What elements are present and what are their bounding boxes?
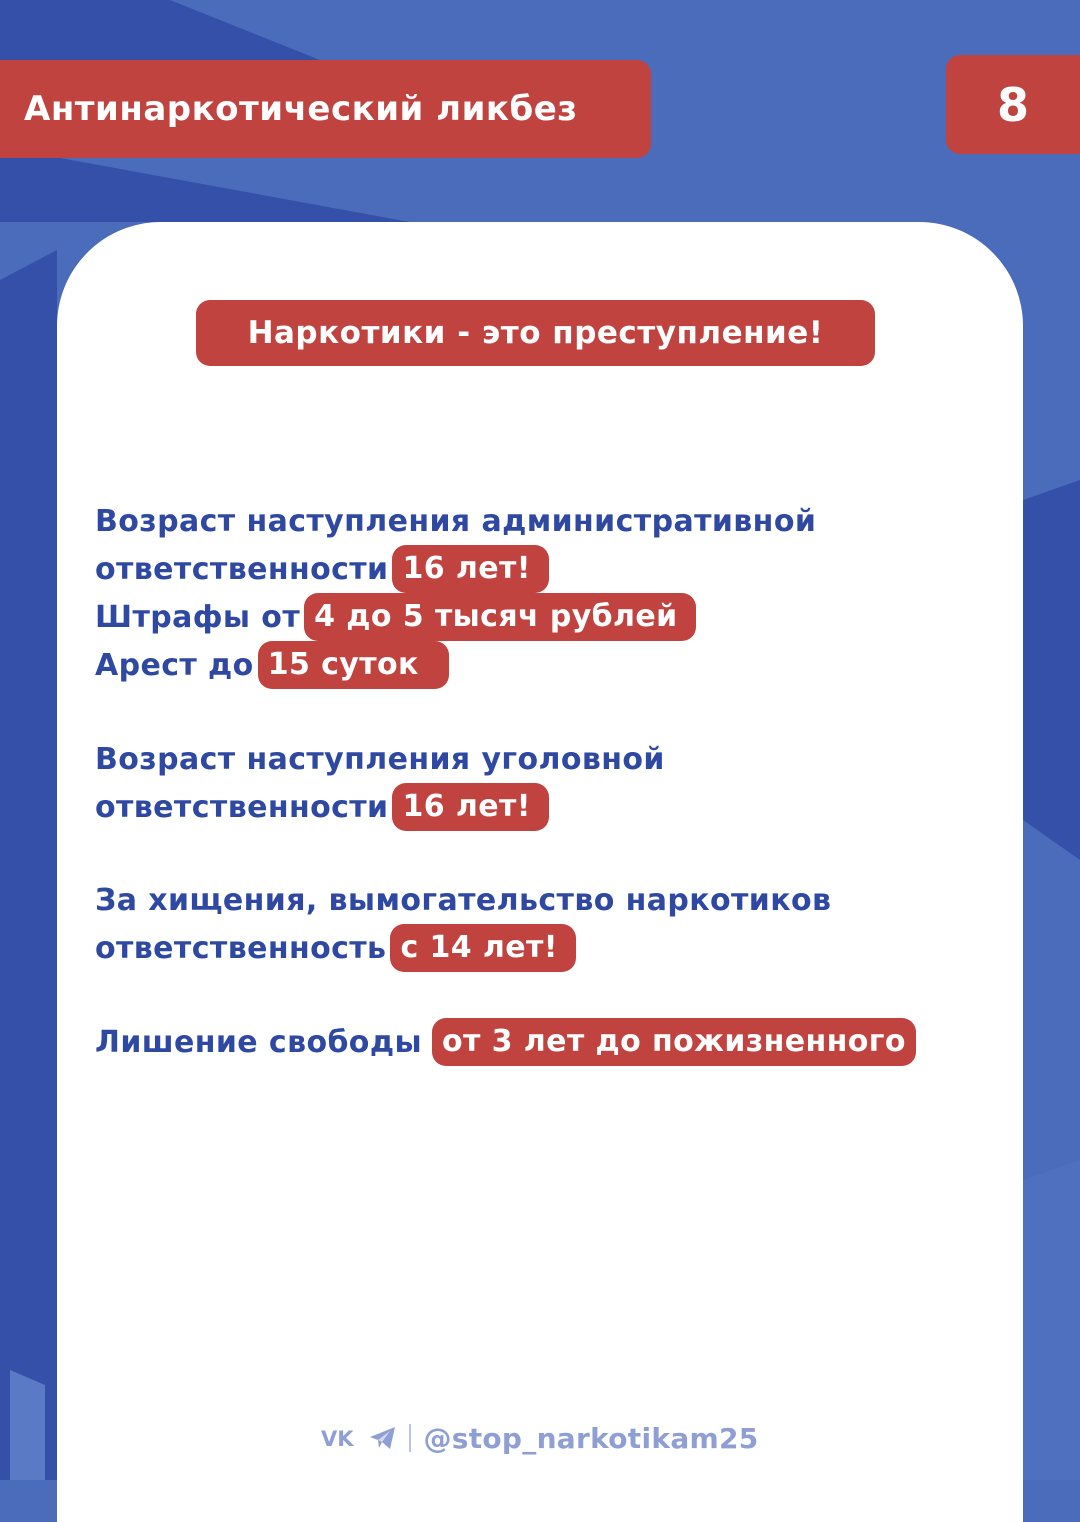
fines-highlight: 4 до 5 тысяч рублей [304, 593, 695, 641]
footer-divider [409, 1424, 411, 1452]
arrest-highlight: 15 суток [258, 641, 449, 689]
imprisonment-label: Лишение свободы [95, 1024, 422, 1060]
theft-label: За хищения, вымогательство наркотиков [95, 882, 832, 918]
content-card [57, 222, 1023, 1522]
imprisonment-highlight: от 3 лет до пожизненного [432, 1018, 916, 1066]
criminal-age-line [95, 735, 665, 783]
theft-value-line [95, 924, 576, 972]
telegram-icon[interactable] [369, 1426, 397, 1450]
header-badge [0, 60, 651, 158]
page-number: 8 [996, 77, 1029, 132]
social-handle[interactable]: @stop_narkotikam25 [423, 1421, 759, 1455]
criminal-age-value-line [95, 783, 549, 831]
arrest-label: Арест до [95, 647, 254, 683]
header-title: Антинаркотический ликбез [24, 89, 578, 129]
admin-responsibility-label: ответственности [95, 551, 389, 587]
vk-icon[interactable] [321, 1426, 359, 1450]
admin-age-value-line [95, 545, 549, 593]
theft-responsibility-label: ответственность [95, 930, 387, 966]
arrest-line [95, 641, 449, 689]
admin-age-label: Возраст наступления административной [95, 503, 817, 539]
page-number-badge [946, 55, 1080, 154]
theft-age-highlight: с 14 лет! [390, 924, 575, 972]
footer [57, 1418, 1023, 1458]
subtitle-text: Наркотики - это преступление! [247, 315, 824, 351]
fines-label: Штрафы от [95, 599, 301, 635]
criminal-age-label: Возраст наступления уголовной [95, 741, 665, 777]
svg-text:VK: VK [321, 1427, 354, 1450]
imprisonment-line [95, 1018, 916, 1066]
criminal-responsibility-label: ответственности [95, 789, 389, 825]
admin-age-highlight: 16 лет! [392, 545, 548, 593]
admin-age-line [95, 497, 816, 545]
fines-line [95, 593, 696, 641]
subtitle-badge [196, 300, 875, 366]
criminal-age-highlight: 16 лет! [392, 783, 548, 831]
theft-line [95, 876, 831, 924]
